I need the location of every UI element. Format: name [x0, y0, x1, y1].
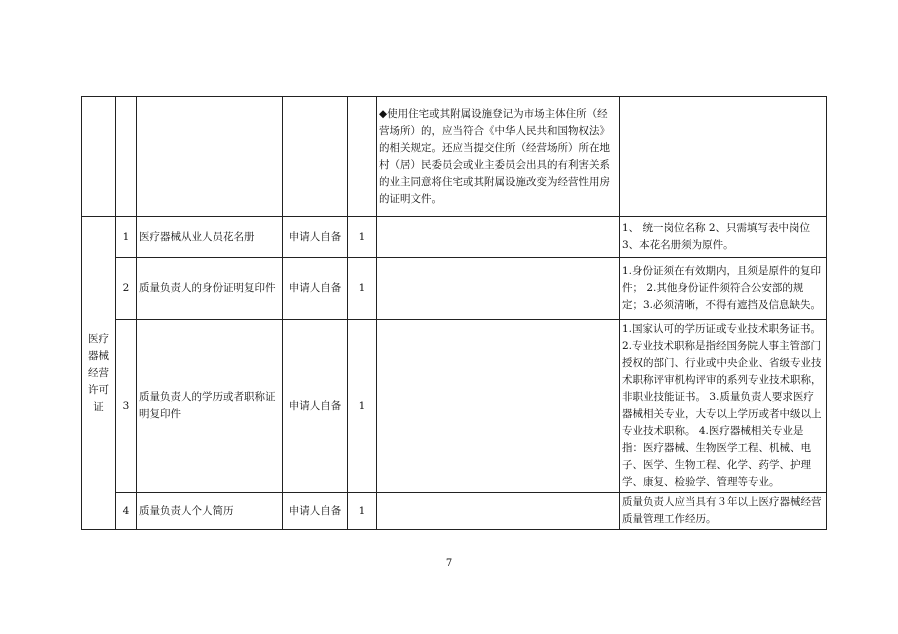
requirement-cell: [377, 258, 620, 320]
copies-count: 1: [348, 258, 377, 320]
requirement-cell: [377, 217, 620, 258]
table-cell: [137, 97, 283, 217]
table-row: [82, 258, 827, 320]
copies-count: 1: [348, 217, 377, 258]
category-cell: 医疗器械经营许可证: [82, 217, 116, 530]
notes-cell: 1、 统一岗位名称 2、只需填写表中岗位 3、本花名册须为原件。: [620, 217, 827, 258]
material-name: 质量负责人的学历或者职称证明复印件: [137, 320, 283, 493]
page-number: 7: [445, 558, 453, 569]
requirements-table: [81, 96, 827, 530]
notes-cell: 1.身份证须在有效期内，且须是原件的复印件； 2.其他身份证件须符合公安部的规定；3.必须清晰，不得有遮挡及信息缺失。: [620, 258, 827, 320]
notes-cell: 1.国家认可的学历证或专业技术职务证书。2.专业技术职称是指经国务院人事主管部门授权的部门、行业或中央企业、省级专业技术职称评审机构评审的系列专业技术职称，非职业技能证书。 3.质量负责人要求医疗器械相关专业，大专以上学历或者中级以上专业技术职称。 4.医疗器械相关专业是指：医疗器械、生物医学工程、机械、电子、医学、生物工程、化学、药学、护理学、康复、检验学、管理等专业。: [620, 320, 827, 493]
table-row: [82, 320, 827, 493]
requirement-cell: [377, 320, 620, 493]
material-source: 申请人自备: [283, 320, 348, 493]
table-row: [82, 217, 827, 258]
table-cell: [283, 97, 348, 217]
material-name: 质量负责人的身份证明复印件: [137, 258, 283, 320]
row-number: 3: [116, 320, 137, 493]
requirement-cell: ◆使用住宅或其附属设施登记为市场主体住所（经营场所）的，应当符合《中华人民共和国物权法》的相关规定。还应当提交住所（经营场所）所在地村（居）民委员会或业主委员会出具的有利害关系的业主同意将住宅或其附属设施改变为经营性用房的证明文件。: [377, 97, 620, 217]
material-source: 申请人自备: [283, 493, 348, 530]
table-cell: [348, 97, 377, 217]
table-cell: [82, 97, 116, 217]
material-source: 申请人自备: [283, 258, 348, 320]
row-number: 2: [116, 258, 137, 320]
copies-count: 1: [348, 320, 377, 493]
table-cell: [116, 97, 137, 217]
material-name: 医疗器械从业人员花名册: [137, 217, 283, 258]
table-row: [82, 97, 827, 217]
row-number: 4: [116, 493, 137, 530]
material-source: 申请人自备: [283, 217, 348, 258]
requirement-cell: [377, 493, 620, 530]
notes-cell: 质量负责人应当具有３年以上医疗器械经营质量管理工作经历。: [620, 493, 827, 530]
table-row: [82, 493, 827, 530]
copies-count: 1: [348, 493, 377, 530]
material-name: 质量负责人个人简历: [137, 493, 283, 530]
table-cell: [620, 97, 827, 217]
row-number: 1: [116, 217, 137, 258]
